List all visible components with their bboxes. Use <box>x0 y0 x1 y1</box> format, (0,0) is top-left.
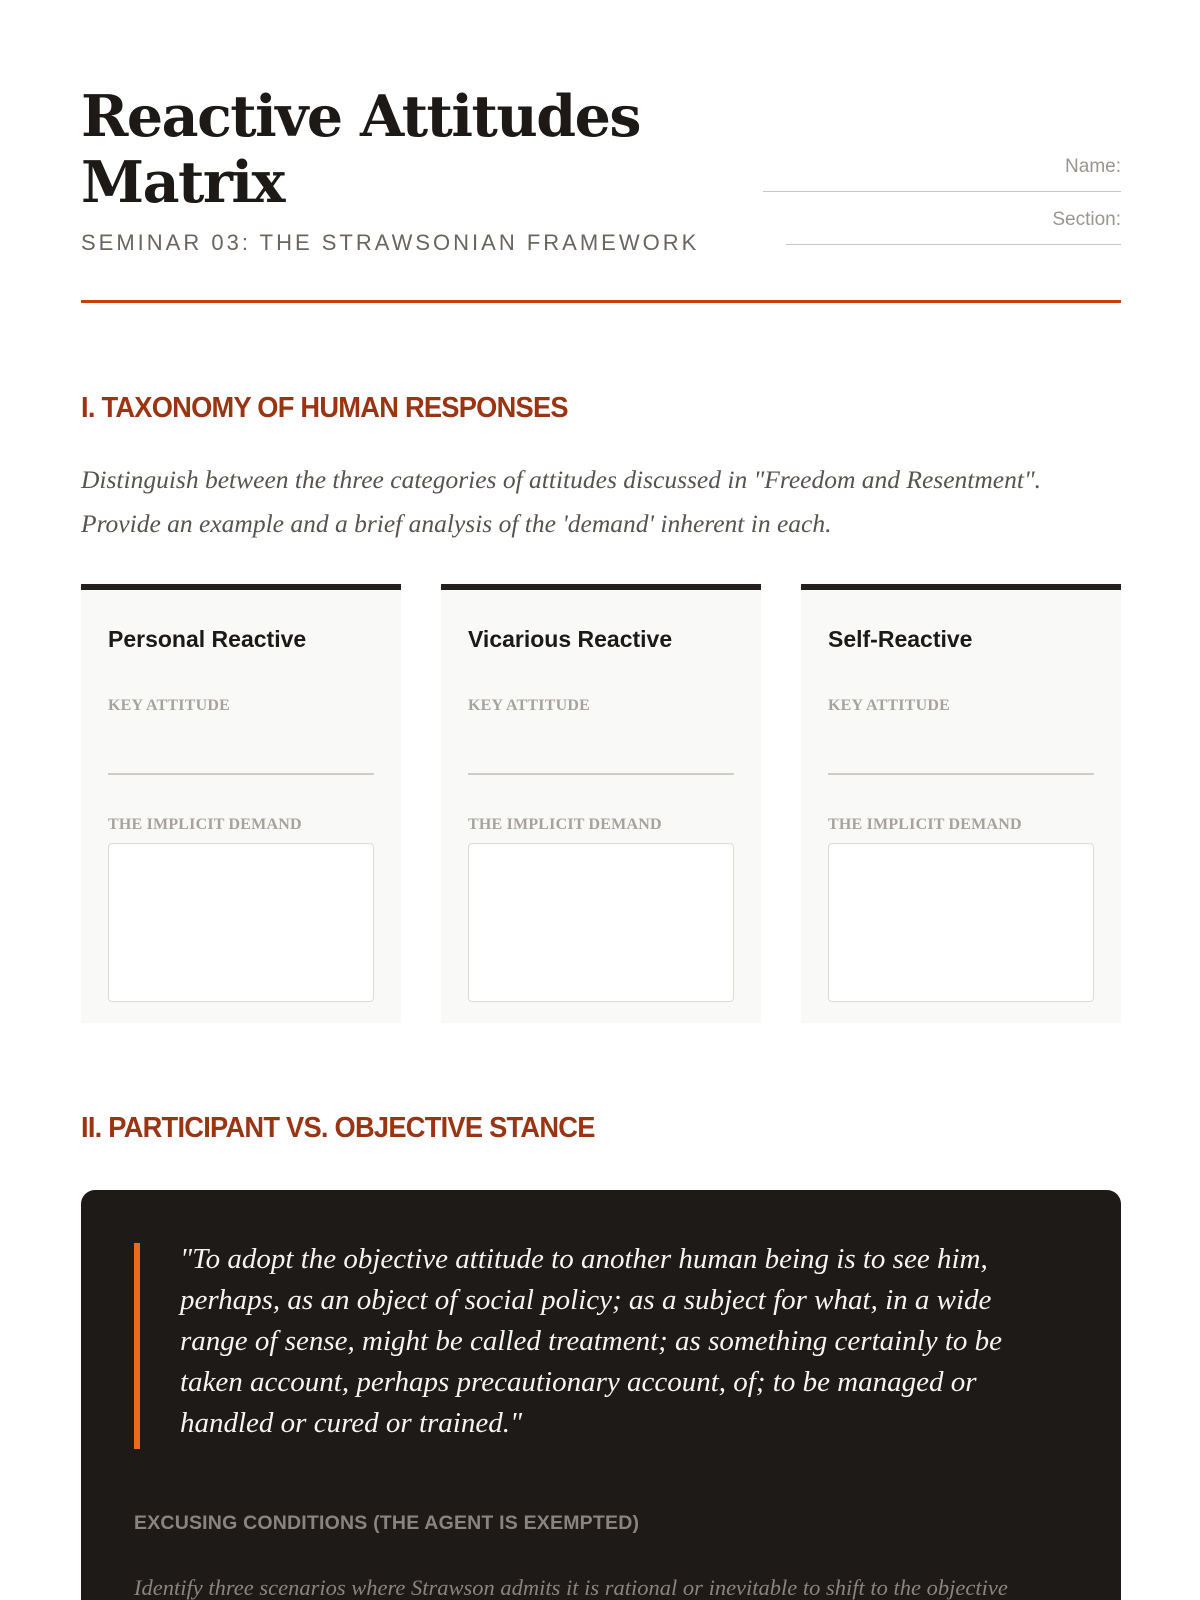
section-line[interactable] <box>786 231 1121 245</box>
implicit-demand-label: THE IMPLICIT DEMAND <box>468 816 662 833</box>
section-1-title: I. TAXONOMY OF HUMAN RESPONSES <box>81 392 568 424</box>
key-attitude-label: KEY ATTITUDE <box>468 697 590 714</box>
key-attitude-input[interactable] <box>108 773 374 775</box>
section-label: Section: <box>1052 209 1121 230</box>
card-title: Vicarious Reactive <box>468 626 673 652</box>
page-subtitle: SEMINAR 03: THE STRAWSONIAN FRAMEWORK <box>81 230 700 255</box>
implicit-demand-label: THE IMPLICIT DEMAND <box>108 816 302 833</box>
implicit-demand-textarea[interactable] <box>468 843 734 1002</box>
name-label: Name: <box>1065 156 1121 177</box>
card-title: Self-Reactive <box>828 626 973 652</box>
key-attitude-label: KEY ATTITUDE <box>108 697 230 714</box>
quote-accent-bar <box>134 1243 140 1449</box>
card-self-reactive <box>801 584 1121 1023</box>
card-vicarious-reactive <box>441 584 761 1023</box>
name-field[interactable] <box>763 156 1121 192</box>
section-1-intro: Distinguish between the three categories of attitudes discussed in "Freedom and Resentment". Provide an example and a brief analysis of the 'demand' inherent in each. <box>81 465 1042 538</box>
key-attitude-input[interactable] <box>468 773 734 775</box>
section-2-title: II. PARTICIPANT VS. OBJECTIVE STANCE <box>81 1112 595 1144</box>
strawson-quote: "To adopt the objective attitude to another human being is to see him, perhaps, as an object of social policy; as a subject for what, in a wide range of sense, might be called treatment; as something certainly to be taken account, perhaps precautionary account, of; to be managed or handled or cured or trained." <box>180 1243 1003 1439</box>
section-field[interactable] <box>786 209 1121 245</box>
card-personal-reactive <box>81 584 401 1023</box>
worksheet-page <box>81 0 1121 1600</box>
implicit-demand-textarea[interactable] <box>108 843 374 1002</box>
name-line[interactable] <box>763 178 1121 192</box>
implicit-demand-textarea[interactable] <box>828 843 1094 1002</box>
key-attitude-label: KEY ATTITUDE <box>828 697 950 714</box>
header-divider <box>81 300 1121 303</box>
card-title: Personal Reactive <box>108 626 307 652</box>
excusing-conditions-title: EXCUSING CONDITIONS (THE AGENT IS EXEMPTED) <box>134 1512 640 1534</box>
excusing-conditions-prompt: Identify three scenarios where Strawson admits it is rational or inevitable to shift to the objective <box>134 1575 1008 1600</box>
key-attitude-input[interactable] <box>828 773 1094 775</box>
objective-stance-panel <box>81 1190 1121 1600</box>
page-title: Reactive Attitudes Matrix <box>81 83 641 216</box>
implicit-demand-label: THE IMPLICIT DEMAND <box>828 816 1022 833</box>
